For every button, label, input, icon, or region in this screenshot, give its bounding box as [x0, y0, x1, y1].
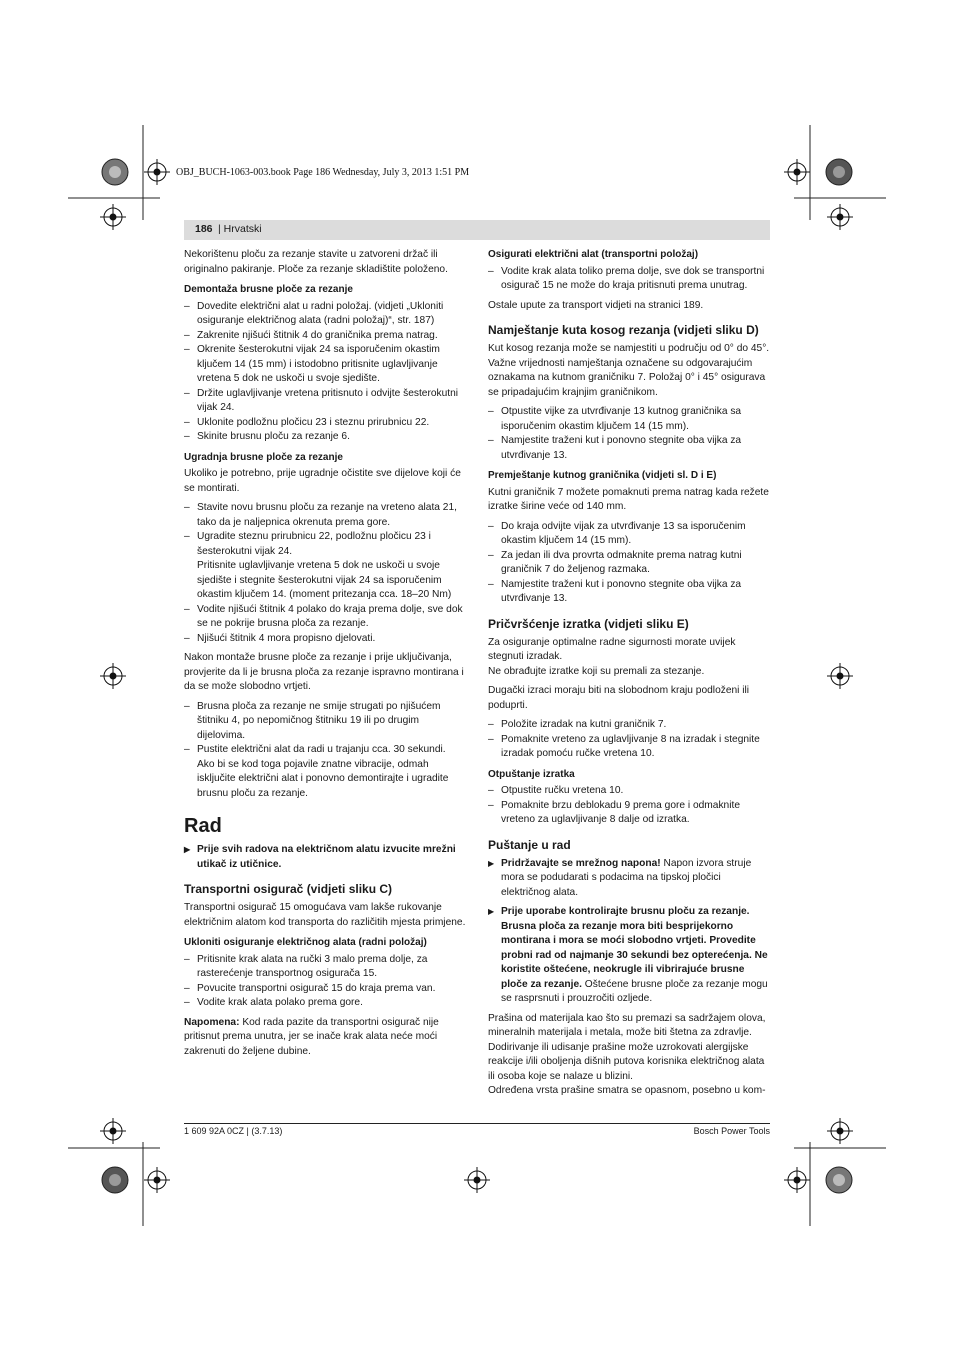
paragraph: Transportni osigurač 15 omogućava vam lakše rukovanje električnim alatom kod transporta do različitih mjesta primjene.: [184, 902, 466, 928]
warning-bold: Pridržavajte se mrežnog napona!: [501, 857, 661, 869]
list-item: – Vodite krak alata polako prema gore.: [184, 996, 466, 1011]
footer-brand: Bosch Power Tools: [693, 1126, 770, 1136]
list-item: – Njišući štitnik 4 mora propisno djelovati.: [184, 632, 466, 647]
list-item: – Držite uglavljivanje vretena pritisnuto i odvijte šesterokutni vijak 24.: [184, 387, 466, 416]
list-item: – Ugradite steznu prirubnicu 22, podložnu pločicu 23 i šesterokutni vijak 24.: [184, 530, 466, 559]
list: [184, 603, 466, 647]
list-item: – Vodite krak alata toliko prema dolje, sve dok se transportni osigurač 15 ne može do kraja pritisnuti prema unutrag.: [488, 265, 770, 294]
list-item: – Povucite transportni osigurač 15 do kraja prema van.: [184, 982, 466, 997]
list-item: – Namjestite traženi kut i ponovno stegnite oba vijka za utvrđivanje 13.: [488, 434, 770, 463]
list-item: – Pustite električni alat da radi u trajanju cca. 30 sekundi.: [184, 743, 466, 758]
note-label: Napomena:: [184, 1016, 240, 1028]
paragraph: Određena vrsta prašine smatra se opasnom, posebno u kom-: [488, 1085, 766, 1096]
subheading: Demontaža brusne ploče za rezanje: [184, 284, 353, 295]
list-item: – Otpustite vijke za utvrđivanje 13 kutnog graničnika sa isporučenim okastim ključem 14 (15 mm).: [488, 405, 770, 434]
section-heading: Pričvršćenje izratka (vidjeti sliku E): [488, 616, 689, 631]
paragraph: Kut kosog rezanja može se namjestiti u području od 0° do 45°.: [488, 343, 770, 354]
section-heading: Transportni osigurač (vidjeti sliku C): [184, 882, 393, 896]
list: [488, 520, 770, 607]
paragraph: Ostale upute za transport vidjeti na stranici 189.: [488, 299, 704, 311]
list-item: – Skinite brusnu ploču za rezanje 6.: [184, 430, 466, 445]
list: [184, 501, 466, 559]
paragraph: Nakon montaže brusne ploče za rezanje i prije uključivanja, provjerite da li je brusna ploča za rezanje ispravno montirana i da se može slobodno vrtjeti.: [184, 652, 464, 692]
list-item: – Stavite novu brusnu ploču za rezanje na vreteno alata 21, tako da je naljepnica okrenuta prema gore.: [184, 501, 466, 530]
section-heading: Rad: [184, 815, 222, 837]
subheading: Otpuštanje izratka: [488, 768, 575, 780]
subheading: Osigurati električni alat (transportni položaj): [488, 249, 699, 260]
list-item: – Položite izradak na kutni graničnik 7.: [488, 718, 770, 733]
list-item: – Pomaknite vreteno za uglavljivanje 8 na izradak i stegnite izradak pomoću ručke vretena 10.: [488, 733, 770, 762]
list: [184, 700, 466, 758]
list: [488, 718, 770, 762]
subheading: Premještanje kutnog graničnika (vidjeti sl. D i E): [488, 470, 717, 481]
print-slug: OBJ_BUCH-1063-003.book Page 186 Wednesday, July 3, 2013 1:51 PM: [176, 167, 470, 178]
subheading: Ukloniti osiguranje električnog alata (radni položaj): [184, 937, 427, 948]
footer-rule: [184, 1123, 770, 1124]
list: [184, 953, 466, 1011]
warning-bold: Prije uporabe kontrolirajte brusnu ploču za rezanje. Brusna ploča za rezanje mora biti besprijekorno montirana i mora se moći slobodno vrtjeti. Provedite probni rad od najmanje 30 sekundi bez opterećenja. Ne koristite oštećene, neokrugle ili vibrirajuće brusne ploče za rezanje.: [501, 906, 768, 990]
list-item: – Okrenite šesterokutni vijak 24 sa isporučenim okastim ključem 14 (15 mm) i istodobno pritisnite uglavljivanje vretena 5 dok ne uskoči u svoje sjedište.: [184, 343, 466, 387]
paragraph: Dugački izraci moraju biti na slobodnom kraju podloženi ili poduprti.: [488, 685, 750, 711]
list-continuation: Ako bi se kod toga pojavile znatne vibracije, odmah isključite električni alat i ponovno demontirajte i ugradite brusnu ploču za rezanje.: [197, 758, 449, 799]
warning: [488, 857, 770, 901]
list-item: – Uklonite podložnu pločicu 23 i steznu prirubnicu 22.: [184, 416, 466, 431]
paragraph: Važne vrijednosti namještanja označene su odgovarajućim oznakama na kutnom graničniku 7. Položaj 0° i 45° osigurava se pripadajućim krajnjim graničnikom.: [488, 357, 766, 398]
warning-text: Napon izvora struje mora se podudarati s podacima na tipskoj pločici električnog alata.: [501, 857, 752, 898]
paragraph: Ukoliko je potrebno, prije ugradnje očistite sve dijelove koji će se montirati.: [184, 468, 461, 494]
header-bar: [184, 220, 770, 240]
list: [488, 405, 770, 463]
note: [184, 1016, 466, 1060]
left-column: [184, 248, 466, 1064]
list-continuation: Pritisnite uglavljivanje vretena 5 dok ne uskoči u svoje sjedište i stegnite šesterokutni vijak 24 sa isporučenim okastim ključem 14. (moment pritezanja cca. 18–20 Nm): [197, 560, 452, 600]
list-item: – Dovedite električni alat u radni položaj. (vidjeti „Ukloniti osiguranje električnog alata (radni položaj)“, str. 187): [184, 300, 466, 329]
list-item: – Otpustite ručku vretena 10.: [488, 784, 770, 799]
warning: [488, 905, 770, 1007]
section-heading: Namještanje kuta kosog rezanja (vidjeti sliku D): [488, 323, 759, 337]
list: [488, 265, 770, 294]
paragraph: Za osiguranje optimalne radne sigurnosti morate uvijek stegnuti izradak.: [488, 636, 736, 662]
paragraph: Kutni graničnik 7 možete pomaknuti prema natrag kada režete izratke širine veće od 140 mm.: [488, 486, 769, 512]
list-item: – Pomaknite brzu deblokadu 9 prema gore i odmaknite vreteno za uglavljivanje 8 dalje od izratka.: [488, 799, 770, 828]
list-item: – Zakrenite njišući štitnik 4 do graničnika prema natrag.: [184, 329, 466, 344]
subheading: Ugradnja brusne ploče za rezanje: [184, 451, 343, 463]
list-item: – Namjestite traženi kut i ponovno stegnite oba vijka za utvrđivanje 13.: [488, 578, 770, 607]
section-name: | Hrvatski: [218, 223, 262, 235]
paragraph: Prašina od materijala kao što su premazi sa sadržajem olova, mineralnih materijala i metala, može biti štetna za zdravlje. Dodirivanje ili udisanje prašine može uzrokovati alergijske reakcije i/ili oboljenja dišnih putova korisnika električnog alata ili osoba koje se nalaze u blizini.: [488, 1012, 766, 1082]
list: [184, 300, 466, 445]
list: [488, 784, 770, 828]
footer-code: 1 609 92A 0CZ | (3.7.13): [184, 1126, 283, 1136]
warning-text: Oštećene brusne ploče za rezanje mogu se rasprsnuti i prouzročiti ozljede.: [501, 978, 768, 1004]
list-item: – Pritisnite krak alata na ručki 3 malo prema dolje, za rasterećenje transportnog osigurača 15.: [184, 953, 466, 982]
right-column: [488, 248, 770, 1104]
list-item: – Do kraja odvijte vijak za utvrđivanje 13 sa isporučenim okastim ključem 14 (15 mm).: [488, 520, 770, 549]
list-item: – Brusna ploča za rezanje ne smije strugati po njišućem štitniku 4, po nepomičnog štitniku 19 ili po drugim dijelovima.: [184, 700, 466, 744]
page-number: 186: [195, 223, 213, 235]
note-text: Kod rada pazite da transportni osigurač nije pritisnut prema unutra, jer se inače krak alata neće moći zakrenuti do željene dubine.: [184, 1016, 439, 1057]
list-item: – Za jedan ili dva provrta odmaknite prema natrag kutni graničnik 7 do željenog razmaka.: [488, 549, 770, 578]
warning: ▶ Prije svih radova na električnom alatu izvucite mrežni utikač iz utičnice.: [184, 843, 466, 872]
paragraph: Ne obrađujte izratke koji su premali za stezanje.: [488, 665, 705, 677]
section-heading: Puštanje u rad: [488, 837, 571, 852]
paragraph: Nekorištenu ploču za rezanje stavite u zatvoreni držač ili originalno pakiranje. Ploče za rezanje skladištite položeno.: [184, 249, 448, 275]
list-item: – Vodite njišući štitnik 4 polako do kraja prema dolje, sve dok se ne pokrije brusna ploča za rezanje.: [184, 603, 466, 632]
